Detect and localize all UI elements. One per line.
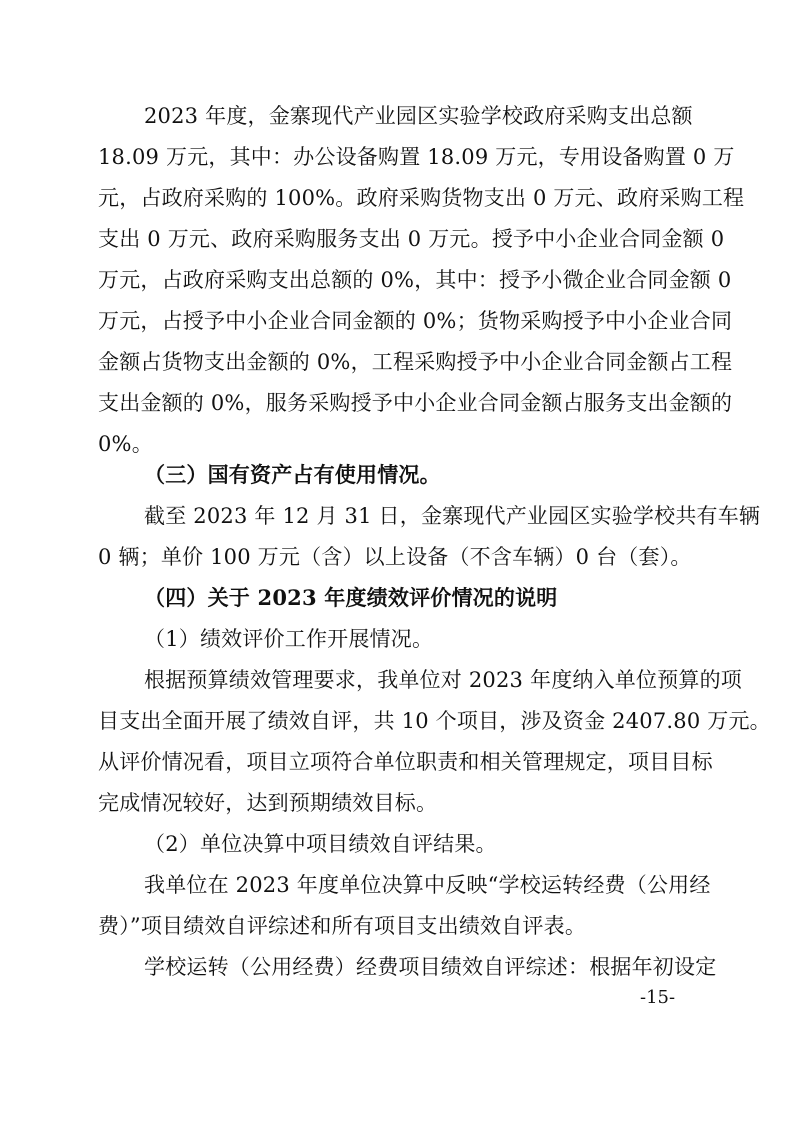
paragraph-line: 万元，占政府采购支出总额的 0%，其中：授予小微企业合同金额 0 [98,268,732,292]
paragraph-line: 支出 0 万元、政府采购服务支出 0 万元。授予中小企业合同金额 0 [98,227,725,251]
paragraph-line: 0 辆；单价 100 万元（含）以上设备（不含车辆）0 台（套）。 [98,545,692,569]
section-heading-3: （三）国有资产占有使用情况。 [144,462,441,487]
paragraph-line: 18.09 万元，其中：办公设备购置 18.09 万元，专用设备购置 0 万 [98,145,735,169]
section-heading-4: （四）关于 2023 年度绩效评价情况的说明 [144,585,558,610]
page-number: -15- [640,987,676,1008]
paragraph-line: 2023 年度，金寨现代产业园区实验学校政府采购支出总额 [144,104,693,128]
paragraph-line: 截至 2023 年 12 月 31 日，金寨现代产业园区实验学校共有车辆 [144,504,761,528]
paragraph-line: 万元，占授予中小企业合同金额的 0%；货物采购授予中小企业合同 [98,309,733,333]
paragraph-line: 元，占政府采购的 100%。政府采购货物支出 0 万元、政府采购工程 [98,186,745,210]
paragraph-line: 费）”项目绩效自评综述和所有项目支出绩效自评表。 [98,914,587,938]
subheading-line: （2）单位决算中项目绩效自评结果。 [144,832,497,856]
paragraph-line: 学校运转（公用经费）经费项目绩效自评综述：根据年初设定 [144,955,717,979]
paragraph-line: 我单位在 2023 年度单位决算中反映“学校运转经费（公用经 [144,873,711,897]
paragraph-line: 从评价情况看，项目立项符合单位职责和相关管理规定，项目目标 [98,750,713,774]
paragraph-line: 目支出全面开展了绩效自评，共 10 个项目，涉及资金 2407.80 万元。 [98,709,771,733]
paragraph-line: 支出金额的 0%，服务采购授予中小企业合同金额占服务支出金额的 [98,391,733,415]
paragraph-line: 完成情况较好，达到预期绩效目标。 [98,791,438,815]
paragraph-line: 0%。 [98,432,153,456]
paragraph-line: 金额占货物支出金额的 0%，工程采购授予中小企业合同金额占工程 [98,350,733,374]
paragraph-line: 根据预算绩效管理要求，我单位对 2023 年度纳入单位预算的项 [144,668,742,692]
subheading-line: （1）绩效评价工作开展情况。 [144,627,434,651]
